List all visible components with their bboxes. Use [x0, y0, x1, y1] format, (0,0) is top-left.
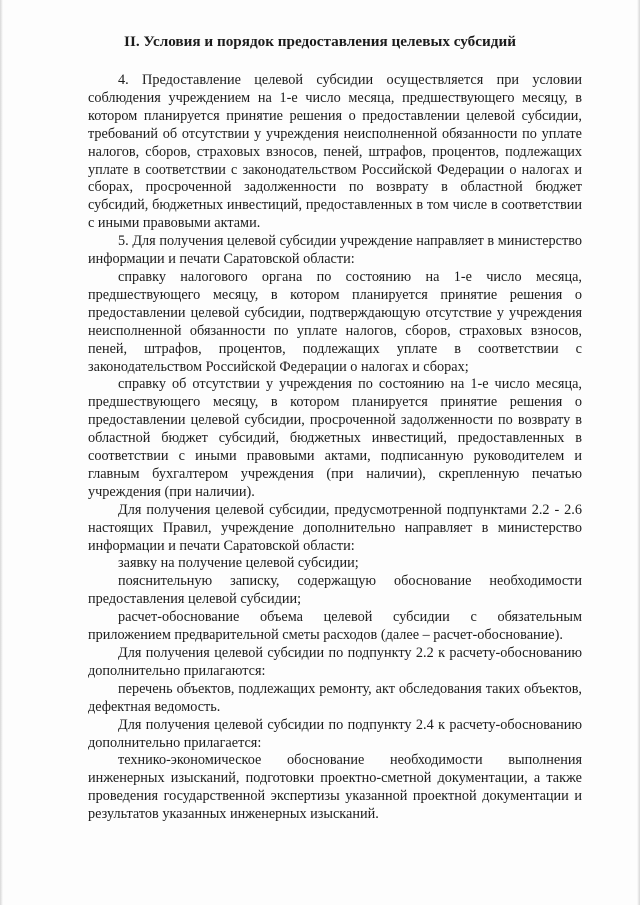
section-heading: II. Условия и порядок предоставления целевых субсидий: [124, 33, 516, 50]
paragraph: справку об отсутствии у учреждения по состоянию на 1-е число месяца, предшествующего месяцу, в котором планируется принятие решения о предоставлении целевой субсидии, просроченной задолженности по возврату в областной бюджет субсидий, бюджетных инвестиций, предоставленных в соответствии с иными правовыми актами, подписанную руководителем и главным бухгалтером учреждения (при наличии), скрепленную печатью учреждения (при наличии).: [88, 376, 582, 500]
paragraph: Для получения целевой субсидии по подпункту 2.2 к расчету-обоснованию дополнительно прилагаются:: [88, 645, 582, 679]
paragraph: пояснительную записку, содержащую обоснование необходимости предоставления целевой субсидии;: [88, 573, 582, 608]
paragraph: Для получения целевой субсидии, предусмотренной подпунктами 2.2 - 2.6 настоящих Правил, учреждение дополнительно направляет в министерство информации и печати Саратовской области:: [88, 501, 582, 554]
paragraph: 5. Для получения целевой субсидии учреждение направляет в министерство информации и печати Саратовской области:: [88, 233, 582, 268]
paragraph: Для получения целевой субсидии по подпункту 2.4 к расчету-обоснованию дополнительно прилагается:: [88, 716, 582, 751]
paragraph: перечень объектов, подлежащих ремонту, акт обследования таких объектов, дефектная ведомость.: [88, 680, 582, 715]
scan-edge-left: [0, 0, 3, 905]
paragraph: справку налогового органа по состоянию на 1-е число месяца, предшествующего месяцу, в котором планируется принятие решения о предоставлении целевой субсидии, подтверждающую отсутствие у учреждения неисполненной обязанности по уплате налогов, сборов, страховых взносов, пеней, штрафов, процентов, подлежащих уплате в соответствии с законодательством Российской Федерации о налогах и сборах;: [88, 268, 582, 375]
paragraph: расчет-обоснование объема целевой субсидии с обязательным приложением предварительной сметы расходов (далее – расчет-обоснование).: [88, 609, 582, 644]
paragraph: технико-экономическое обоснование необходимости выполнения инженерных изысканий, подготовки проектно-сметной документации, а также проведения государственной экспертизы указанной проектной документации и результатов указанных инженерных изысканий.: [88, 752, 582, 823]
paragraph: 4. Предоставление целевой субсидии осуществляется при условии соблюдения учреждением на 1-е число месяца, предшествующего месяцу, в котором планируется принятие решения о предоставлении целевой субсидии, требований об отсутствии у учреждения неисполненной обязанности по уплате налогов, сборов, страховых взносов, пеней, штрафов, процентов, подлежащих уплате в соответствии с законодательством Российской Федерации о налогах и сборах, просроченной задолженности по возврату в областной бюджет субсидий, бюджетных инвестиций, предоставленных в том числе в соответствии с иными правовыми актами.: [88, 72, 582, 232]
document-body: [88, 72, 582, 824]
paragraph: заявку на получение целевой субсидии;: [118, 555, 359, 572]
